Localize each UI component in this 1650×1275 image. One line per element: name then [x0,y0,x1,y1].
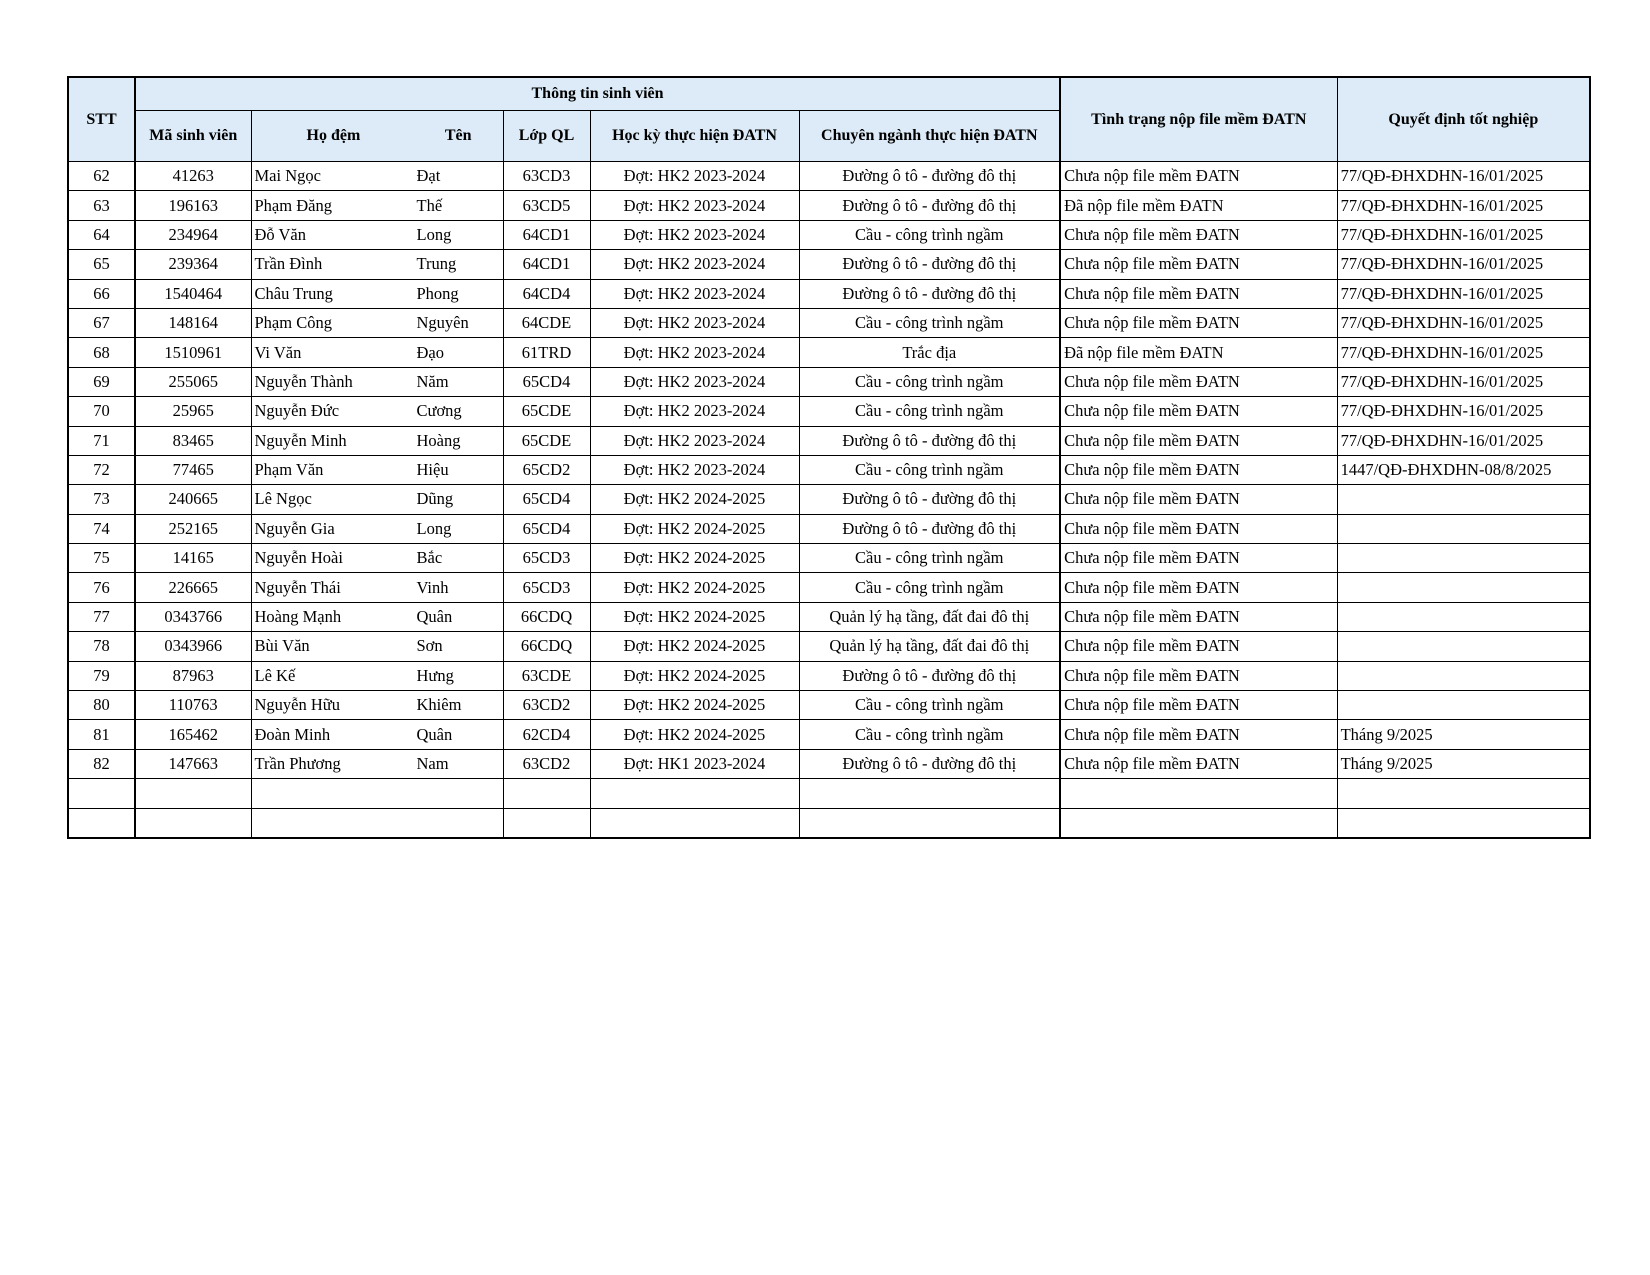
cell-student-id: 252165 [135,514,251,543]
cell-semester: Đợt: HK2 2024-2025 [590,661,799,690]
cell-class: 63CD5 [503,191,590,220]
table-row [68,308,1590,337]
cell-student-id: 255065 [135,367,251,396]
cell-last-middle: Đoàn Minh [254,724,331,744]
cell-full-name [251,485,503,514]
cell-class: 65CD4 [503,514,590,543]
cell-class: 66CDQ [503,632,590,661]
cell-semester: Đợt: HK2 2023-2024 [590,308,799,337]
cell-graduation-decision: 77/QĐ-ĐHXDHN-16/01/2025 [1337,220,1590,249]
cell-major: Cầu - công trình ngầm [799,720,1060,749]
cell-file-status: Chưa nộp file mềm ĐATN [1060,220,1337,249]
cell-semester: Đợt: HK2 2023-2024 [590,250,799,279]
cell-major: Quản lý hạ tầng, đất đai đô thị [799,602,1060,631]
cell-class: 65CD4 [503,367,590,396]
cell-stt: 67 [68,308,135,337]
cell-class: 65CD3 [503,573,590,602]
cell-full-name [251,632,503,661]
cell-graduation-decision: 77/QĐ-ĐHXDHN-16/01/2025 [1337,367,1590,396]
table-row [68,191,1590,220]
cell-graduation-decision [1337,691,1590,720]
cell-student-id: 239364 [135,250,251,279]
cell-major: Đường ô tô - đường đô thị [799,749,1060,778]
cell-first-name: Cương [416,401,462,421]
cell-student-id: 1540464 [135,279,251,308]
cell-first-name: Quân [416,607,453,627]
cell-semester: Đợt: HK2 2023-2024 [590,220,799,249]
cell-semester [590,808,799,838]
table-row [68,455,1590,484]
table-row [68,544,1590,573]
cell-last-middle: Trần Phương [254,754,341,773]
cell-last-middle: Nguyễn Minh [254,430,347,450]
cell-last-middle: Bùi Văn [254,636,310,656]
cell-semester: Đợt: HK2 2024-2025 [590,691,799,720]
cell-first-name: Long [416,224,452,244]
cell-stt: 64 [68,220,135,249]
cell-student-id: 14165 [135,544,251,573]
cell-full-name [251,367,503,396]
cell-major: Trắc địa [799,338,1060,367]
table-row [68,779,1590,808]
cell-class: 66CDQ [503,602,590,631]
cell-student-id [135,779,251,808]
cell-first-name: Phong [416,283,459,303]
cell-major: Đường ô tô - đường đô thị [799,426,1060,455]
cell-last-middle: Đỗ Văn [254,224,306,244]
cell-student-id: 110763 [135,691,251,720]
cell-last-middle: Nguyễn Đức [254,401,340,421]
cell-semester: Đợt: HK2 2023-2024 [590,397,799,426]
table-row [68,250,1590,279]
cell-class: 64CD1 [503,220,590,249]
table-row [68,720,1590,749]
cell-full-name [251,749,503,778]
cell-graduation-decision: 77/QĐ-ĐHXDHN-16/01/2025 [1337,162,1590,191]
cell-stt: 73 [68,485,135,514]
cell-full-name [251,573,503,602]
cell-semester: Đợt: HK2 2023-2024 [590,162,799,191]
cell-stt [68,779,135,808]
cell-full-name [251,455,503,484]
table-row [68,661,1590,690]
cell-class: 63CDE [503,661,590,690]
cell-first-name: Hưng [416,665,454,685]
cell-first-name: Năm [416,371,449,391]
cell-semester: Đợt: HK2 2024-2025 [590,720,799,749]
cell-class: 65CDE [503,426,590,455]
cell-last-middle: Nguyễn Thái [254,577,341,597]
cell-file-status: Chưa nộp file mềm ĐATN [1060,250,1337,279]
cell-student-id: 148164 [135,308,251,337]
cell-student-id: 0343966 [135,632,251,661]
header-first-name: Tên [444,127,472,144]
cell-first-name: Nam [416,754,449,773]
cell-student-id: 87963 [135,661,251,690]
cell-first-name: Quân [416,724,453,744]
cell-file-status [1060,808,1337,838]
header-file-status: Tình trạng nộp file mềm ĐATN [1060,77,1337,162]
cell-major: Đường ô tô - đường đô thị [799,279,1060,308]
cell-file-status: Chưa nộp file mềm ĐATN [1060,544,1337,573]
cell-stt: 75 [68,544,135,573]
cell-file-status: Chưa nộp file mềm ĐATN [1060,455,1337,484]
cell-full-name [251,220,503,249]
cell-semester: Đợt: HK2 2024-2025 [590,632,799,661]
cell-major: Đường ô tô - đường đô thị [799,162,1060,191]
cell-first-name: Hoàng [416,430,461,450]
cell-graduation-decision: 77/QĐ-ĐHXDHN-16/01/2025 [1337,250,1590,279]
cell-first-name: Thế [416,195,443,215]
cell-semester: Đợt: HK2 2024-2025 [590,602,799,631]
cell-graduation-decision [1337,661,1590,690]
cell-file-status: Đã nộp file mềm ĐATN [1060,338,1337,367]
cell-semester: Đợt: HK2 2024-2025 [590,485,799,514]
header-graduation-decision: Quyết định tốt nghiệp [1337,77,1590,162]
cell-file-status: Chưa nộp file mềm ĐATN [1060,367,1337,396]
cell-full-name [251,162,503,191]
table-row [68,279,1590,308]
cell-student-id: 147663 [135,749,251,778]
cell-semester [590,779,799,808]
cell-student-id: 77465 [135,455,251,484]
cell-graduation-decision [1337,602,1590,631]
cell-class: 63CD2 [503,749,590,778]
cell-graduation-decision: 77/QĐ-ĐHXDHN-16/01/2025 [1337,426,1590,455]
cell-file-status: Chưa nộp file mềm ĐATN [1060,720,1337,749]
cell-first-name: Dũng [416,489,454,509]
cell-full-name [251,397,503,426]
table-row [68,749,1590,778]
cell-graduation-decision: Tháng 9/2025 [1337,749,1590,778]
cell-full-name [251,808,503,838]
cell-class [503,779,590,808]
roster-body [68,162,1590,838]
cell-class: 64CD4 [503,279,590,308]
cell-last-middle: Mai Ngọc [254,166,321,186]
header-group-student-info: Thông tin sinh viên [135,77,1060,111]
cell-stt: 76 [68,573,135,602]
table-row [68,485,1590,514]
table-row [68,426,1590,455]
cell-student-id: 41263 [135,162,251,191]
table-row [68,573,1590,602]
table-row [68,514,1590,543]
cell-student-id: 165462 [135,720,251,749]
cell-file-status: Chưa nộp file mềm ĐATN [1060,279,1337,308]
cell-last-middle: Hoàng Mạnh [254,607,342,627]
cell-stt: 62 [68,162,135,191]
cell-student-id: 196163 [135,191,251,220]
cell-semester: Đợt: HK2 2023-2024 [590,279,799,308]
cell-file-status: Chưa nộp file mềm ĐATN [1060,691,1337,720]
cell-major: Cầu - công trình ngầm [799,691,1060,720]
cell-class: 65CD2 [503,455,590,484]
cell-major: Cầu - công trình ngầm [799,544,1060,573]
cell-graduation-decision: 77/QĐ-ĐHXDHN-16/01/2025 [1337,338,1590,367]
cell-full-name [251,308,503,337]
cell-major: Đường ô tô - đường đô thị [799,514,1060,543]
cell-graduation-decision [1337,544,1590,573]
cell-semester: Đợt: HK2 2024-2025 [590,544,799,573]
header-class: Lớp QL [503,111,590,162]
cell-last-middle: Trần Đình [254,254,323,274]
table-row [68,367,1590,396]
cell-full-name [251,514,503,543]
header-last-middle: Họ đệm [306,127,361,144]
cell-stt: 63 [68,191,135,220]
cell-stt: 80 [68,691,135,720]
cell-semester: Đợt: HK2 2024-2025 [590,514,799,543]
cell-major: Cầu - công trình ngầm [799,455,1060,484]
cell-semester: Đợt: HK2 2024-2025 [590,573,799,602]
cell-major: Đường ô tô - đường đô thị [799,250,1060,279]
table-row [68,338,1590,367]
cell-graduation-decision [1337,514,1590,543]
table-row [68,220,1590,249]
cell-last-middle: Lê Kế [254,665,296,685]
cell-last-middle: Phạm Công [254,313,332,333]
cell-student-id: 1510961 [135,338,251,367]
cell-stt: 65 [68,250,135,279]
cell-major: Cầu - công trình ngầm [799,397,1060,426]
cell-student-id: 0343766 [135,602,251,631]
cell-class: 65CD4 [503,485,590,514]
cell-file-status: Đã nộp file mềm ĐATN [1060,191,1337,220]
cell-graduation-decision [1337,808,1590,838]
cell-first-name: Long [416,518,452,538]
cell-major: Quản lý hạ tầng, đất đai đô thị [799,632,1060,661]
table-row [68,808,1590,838]
cell-major: Cầu - công trình ngầm [799,220,1060,249]
cell-first-name: Sơn [416,636,443,656]
cell-class: 62CD4 [503,720,590,749]
cell-last-middle: Lê Ngọc [254,489,312,509]
cell-student-id: 234964 [135,220,251,249]
cell-graduation-decision [1337,485,1590,514]
cell-class: 61TRD [503,338,590,367]
cell-semester: Đợt: HK2 2023-2024 [590,338,799,367]
cell-file-status [1060,779,1337,808]
cell-student-id: 83465 [135,426,251,455]
cell-class: 63CD3 [503,162,590,191]
cell-graduation-decision: 77/QĐ-ĐHXDHN-16/01/2025 [1337,279,1590,308]
cell-full-name [251,661,503,690]
table-row [68,632,1590,661]
cell-stt [68,808,135,838]
cell-first-name: Khiêm [416,695,462,715]
cell-full-name [251,544,503,573]
cell-first-name: Bắc [416,548,443,568]
cell-semester: Đợt: HK2 2023-2024 [590,455,799,484]
cell-file-status: Chưa nộp file mềm ĐATN [1060,632,1337,661]
table-row [68,397,1590,426]
cell-major: Cầu - công trình ngầm [799,308,1060,337]
cell-stt: 82 [68,749,135,778]
cell-first-name: Đạt [416,166,441,186]
table-row [68,162,1590,191]
cell-last-middle: Phạm Đăng [254,195,332,215]
table-row [68,691,1590,720]
cell-full-name [251,279,503,308]
cell-graduation-decision: 77/QĐ-ĐHXDHN-16/01/2025 [1337,308,1590,337]
cell-major: Cầu - công trình ngầm [799,367,1060,396]
cell-graduation-decision: Tháng 9/2025 [1337,720,1590,749]
spreadsheet-page [67,76,1591,839]
cell-major [799,808,1060,838]
cell-first-name: Trung [416,254,457,274]
cell-stt: 81 [68,720,135,749]
cell-student-id: 25965 [135,397,251,426]
cell-major: Đường ô tô - đường đô thị [799,661,1060,690]
header-name-split [255,127,500,145]
cell-student-id: 240665 [135,485,251,514]
cell-major [799,779,1060,808]
cell-semester: Đợt: HK2 2023-2024 [590,367,799,396]
cell-last-middle: Nguyễn Hoài [254,548,343,568]
cell-last-middle: Nguyễn Hữu [254,695,340,715]
cell-full-name [251,691,503,720]
cell-major: Đường ô tô - đường đô thị [799,485,1060,514]
cell-semester: Đợt: HK1 2023-2024 [590,749,799,778]
cell-graduation-decision: 1447/QĐ-ĐHXDHN-08/8/2025 [1337,455,1590,484]
cell-semester: Đợt: HK2 2023-2024 [590,426,799,455]
cell-stt: 69 [68,367,135,396]
cell-stt: 77 [68,602,135,631]
header-student-id: Mã sinh viên [135,111,251,162]
cell-major: Đường ô tô - đường đô thị [799,191,1060,220]
cell-stt: 78 [68,632,135,661]
student-roster-table [67,76,1591,839]
header-semester: Học kỳ thực hiện ĐATN [590,111,799,162]
cell-last-middle: Vi Văn [254,342,302,362]
cell-class: 64CD1 [503,250,590,279]
cell-file-status: Chưa nộp file mềm ĐATN [1060,308,1337,337]
cell-full-name [251,250,503,279]
cell-full-name [251,602,503,631]
cell-full-name [251,191,503,220]
cell-stt: 72 [68,455,135,484]
cell-class: 65CD3 [503,544,590,573]
header-full-name [251,111,503,162]
cell-stt: 66 [68,279,135,308]
cell-full-name [251,720,503,749]
cell-last-middle: Nguyễn Thành [254,371,353,391]
cell-first-name: Hiệu [416,460,449,480]
header-major: Chuyên ngành thực hiện ĐATN [799,111,1060,162]
cell-stt: 79 [68,661,135,690]
cell-first-name: Đạo [416,342,444,362]
cell-major: Cầu - công trình ngầm [799,573,1060,602]
cell-class: 63CD2 [503,691,590,720]
cell-file-status: Chưa nộp file mềm ĐATN [1060,661,1337,690]
cell-file-status: Chưa nộp file mềm ĐATN [1060,426,1337,455]
cell-graduation-decision [1337,573,1590,602]
cell-student-id [135,808,251,838]
cell-class [503,808,590,838]
cell-stt: 68 [68,338,135,367]
cell-student-id: 226665 [135,573,251,602]
cell-class: 65CDE [503,397,590,426]
cell-full-name [251,779,503,808]
header-stt: STT [68,77,135,162]
cell-stt: 71 [68,426,135,455]
cell-last-middle: Châu Trung [254,283,333,303]
cell-graduation-decision: 77/QĐ-ĐHXDHN-16/01/2025 [1337,191,1590,220]
table-row [68,602,1590,631]
cell-class: 64CDE [503,308,590,337]
cell-stt: 74 [68,514,135,543]
cell-first-name: Vinh [416,577,449,597]
cell-file-status: Chưa nộp file mềm ĐATN [1060,397,1337,426]
cell-file-status: Chưa nộp file mềm ĐATN [1060,573,1337,602]
cell-stt: 70 [68,397,135,426]
cell-file-status: Chưa nộp file mềm ĐATN [1060,514,1337,543]
header-row-top [68,77,1590,111]
cell-first-name: Nguyên [416,313,469,333]
cell-last-middle: Nguyễn Gia [254,518,335,538]
cell-file-status: Chưa nộp file mềm ĐATN [1060,749,1337,778]
cell-semester: Đợt: HK2 2023-2024 [590,191,799,220]
cell-graduation-decision [1337,779,1590,808]
cell-full-name [251,338,503,367]
cell-full-name [251,426,503,455]
cell-last-middle: Phạm Văn [254,460,324,480]
cell-graduation-decision: 77/QĐ-ĐHXDHN-16/01/2025 [1337,397,1590,426]
cell-file-status: Chưa nộp file mềm ĐATN [1060,162,1337,191]
cell-file-status: Chưa nộp file mềm ĐATN [1060,485,1337,514]
cell-file-status: Chưa nộp file mềm ĐATN [1060,602,1337,631]
cell-graduation-decision [1337,632,1590,661]
